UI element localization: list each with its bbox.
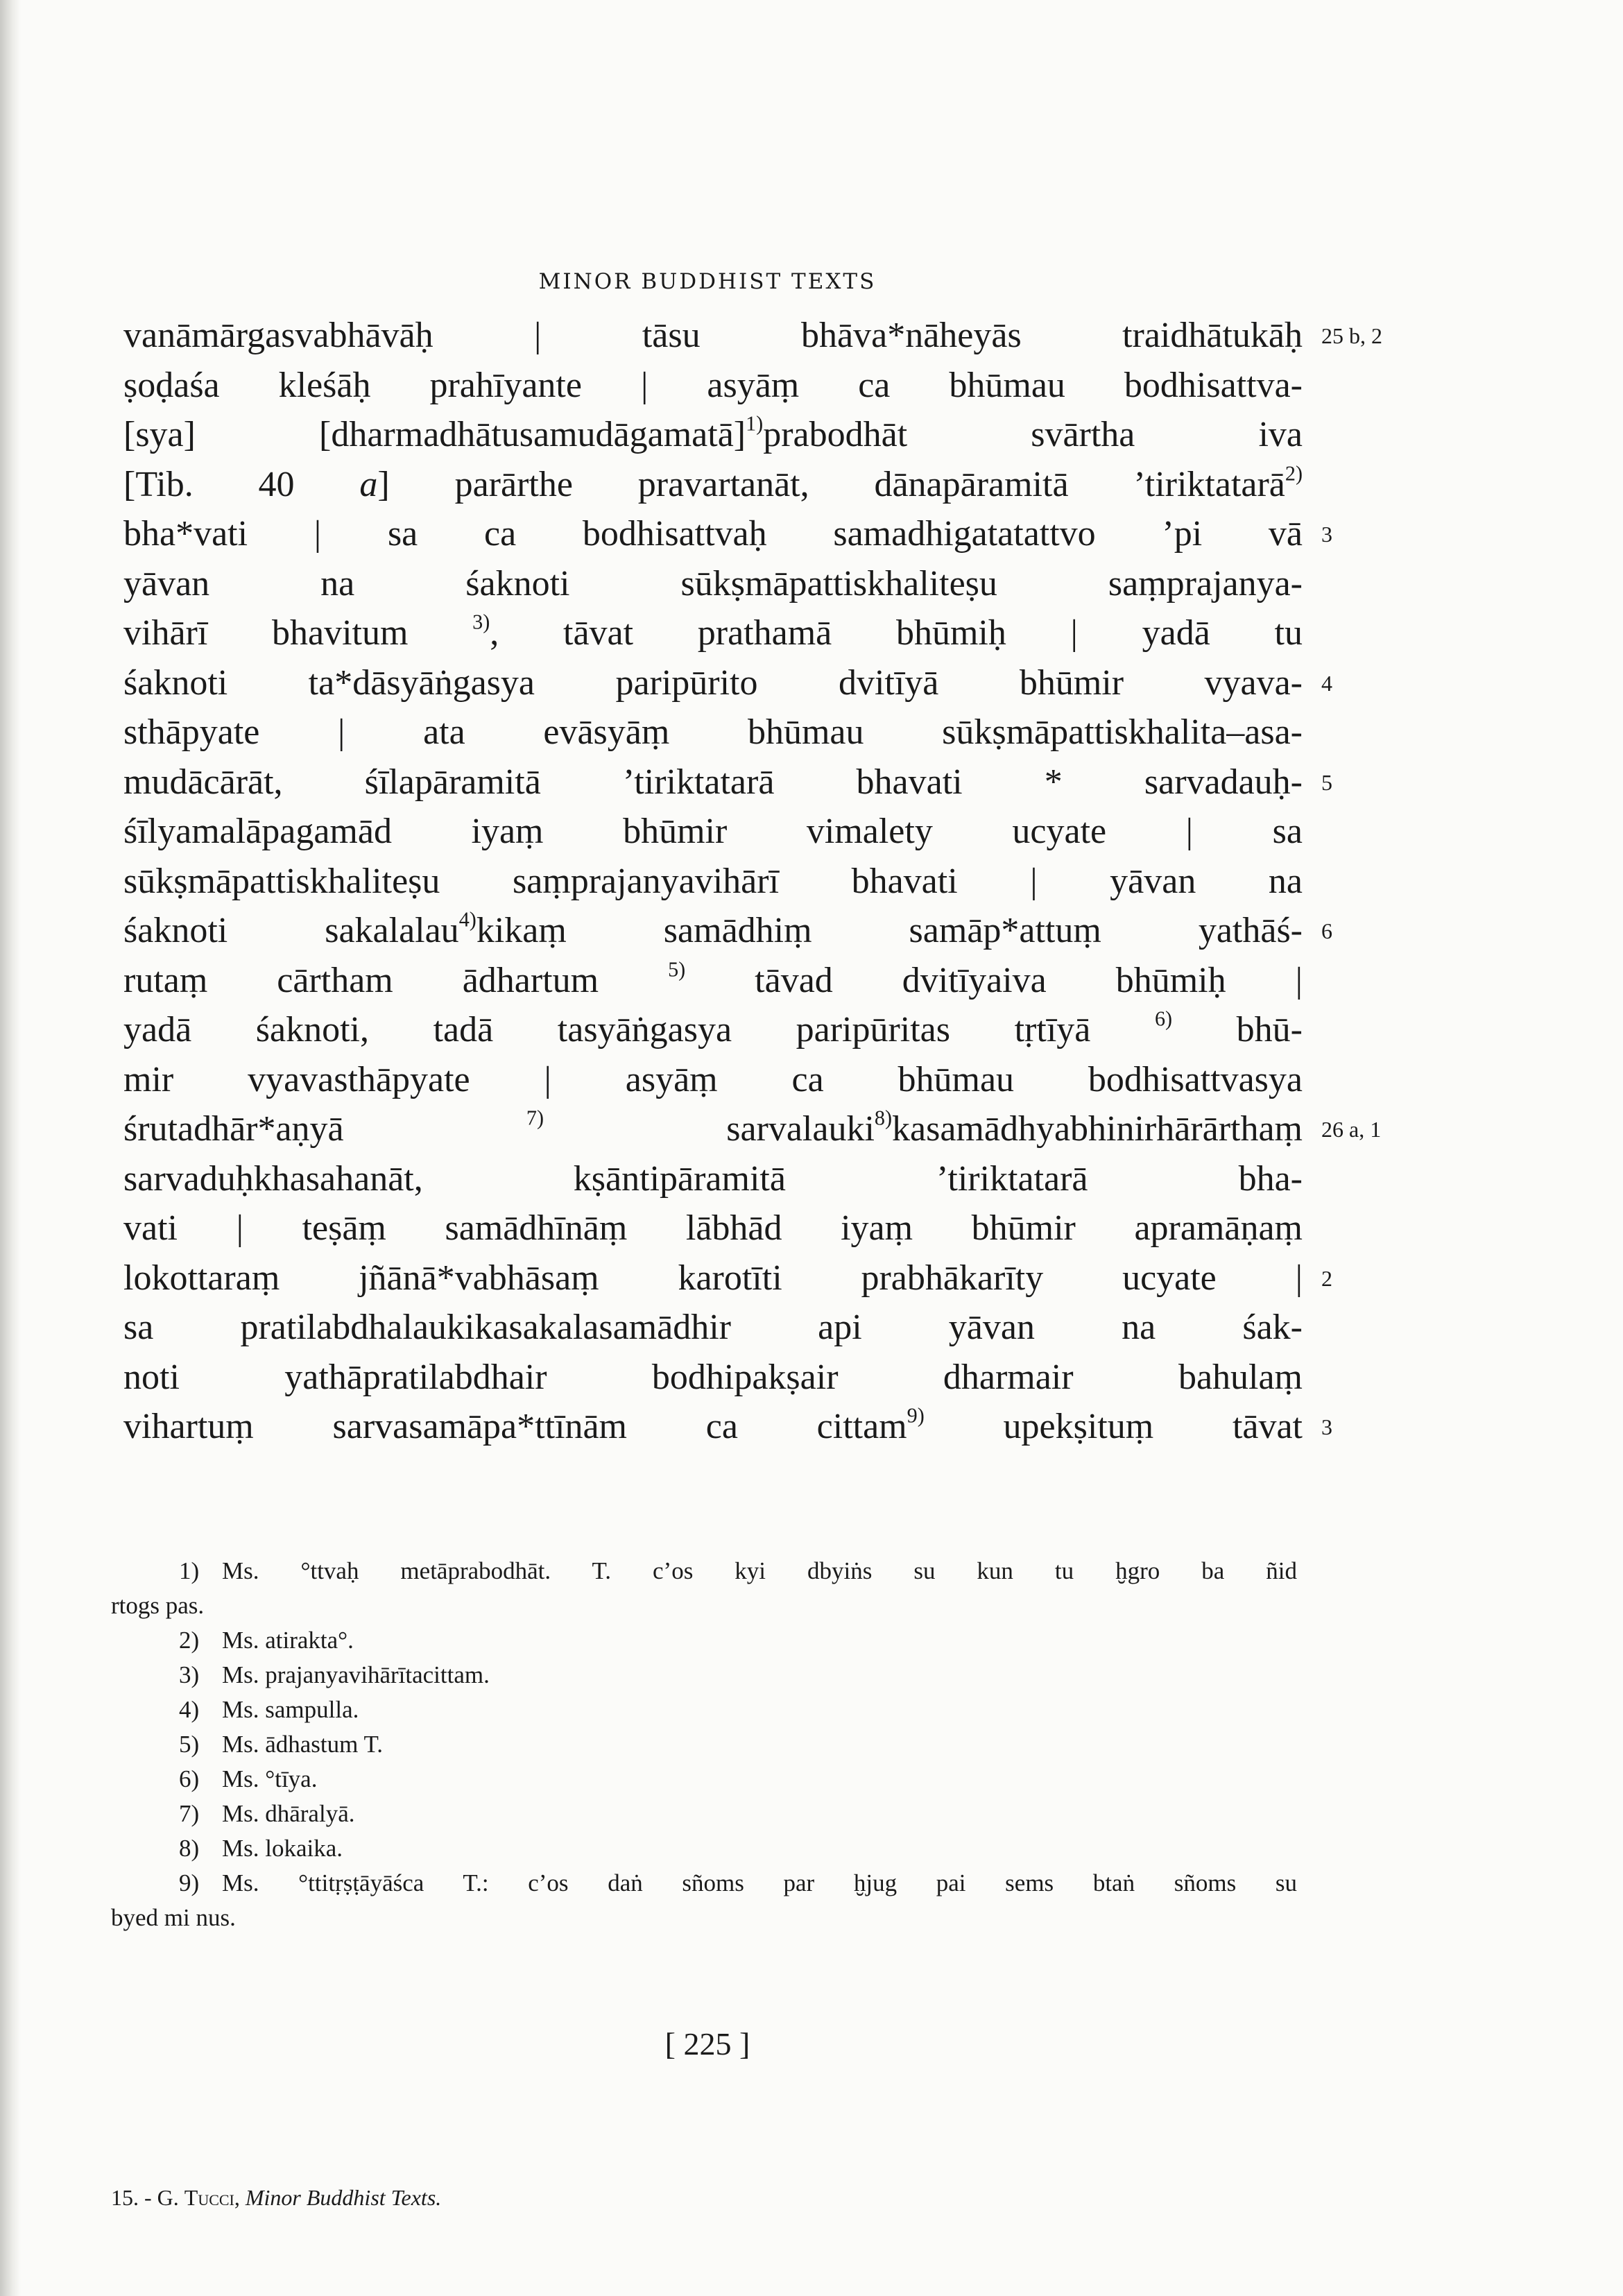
scan-edge-shadow	[0, 0, 21, 2296]
text-line	[123, 807, 1303, 857]
signature-prefix: 15. - G.	[111, 2185, 184, 2210]
footnote-text: byed mi nus.	[111, 1904, 236, 1931]
footnote-text: Ms. °ttitṛṣṭāyāśca T.: c’os daṅ sñoms par ḫjug pai sems btaṅ sñoms su	[222, 1869, 1297, 1896]
text-segment: [Tib. 40	[123, 465, 360, 504]
footnote-number: 1)	[179, 1557, 200, 1584]
text-segment: rutaṃ cārtham ādhartum	[123, 961, 669, 1000]
text-line	[123, 1104, 1303, 1154]
footnote-number: 6)	[179, 1765, 200, 1792]
text-segment: ] parārthe pravartanāt, dānapāramitā ’tiriktatarā	[377, 465, 1285, 504]
signature-line	[111, 2185, 441, 2211]
text-line	[123, 1353, 1303, 1403]
text-segment: śaknoti sakalalau	[123, 911, 459, 950]
text-line	[123, 1303, 1303, 1353]
footnote-text: Ms. dhāralyā.	[222, 1800, 355, 1827]
text-line	[123, 956, 1303, 1006]
footnote-line	[179, 1762, 317, 1797]
text-line	[123, 857, 1303, 907]
footnote-line	[179, 1658, 490, 1693]
text-segment: sūkṣmāpattiskhaliteṣu saṃprajanyavihārī bhavati | yāvan na	[123, 862, 1303, 901]
footnote-text: Ms. prajanyavihārītacittam.	[222, 1661, 490, 1688]
footnote-number: 8)	[179, 1835, 200, 1862]
text-segment: , tāvat prathamā bhūmiḥ | yadā tu	[490, 613, 1303, 653]
text-segment: vanāmārgasvabhāvāḥ | tāsu bhāva*nāheyās traidhātukāḥ	[123, 316, 1303, 355]
text-line	[123, 608, 1303, 658]
footnote-line	[179, 1693, 359, 1727]
text-line	[123, 906, 1303, 956]
text-segment: noti yathāpratilabdhair bodhipakṣair dharmair bahulaṃ	[123, 1357, 1303, 1397]
margin-folio-ref: 3	[1321, 1414, 1332, 1439]
footnote-ref: 7)	[526, 1106, 544, 1130]
text-segment: yāvan na śaknoti sūkṣmāpattiskhaliteṣu saṃprajanya-	[123, 564, 1303, 603]
footnote-ref: 1)	[746, 411, 764, 436]
margin-folio-ref: 2	[1321, 1266, 1332, 1291]
text-line	[123, 559, 1303, 609]
text-segment: sa pratilabdhalaukikasakalasamādhir api yāvan na śak-	[123, 1308, 1303, 1347]
footnote-number: 3)	[179, 1661, 200, 1688]
text-segment: bha*vati | sa ca bodhisattvaḥ samadhigatatattvo ’pi vā	[123, 514, 1303, 554]
text-segment: lokottaraṃ jñānā*vabhāsaṃ karotīti prabhākarīty ucyate |	[123, 1258, 1303, 1298]
footnote-text: Ms. °ttvaḥ metāprabodhāt. T. c’os kyi dbyiṅs su kun tu ḫgro ba ñid	[222, 1557, 1297, 1584]
text-segment: upekṣituṃ tāvat	[924, 1407, 1303, 1446]
text-segment: mudācārāt, śīlapāramitā ’tiriktatarā bhavati * sarvadauḥ-	[123, 762, 1303, 802]
text-line	[123, 460, 1303, 510]
footnote-ref: 8)	[874, 1106, 893, 1130]
footnote-line	[111, 1901, 236, 1935]
text-line	[123, 410, 1303, 460]
text-segment: sarvaduḥkhasahanāt, kṣāntipāramitā ’tiriktatarā bha-	[123, 1159, 1303, 1199]
text-segment: mir vyavasthāpyate | asyāṃ ca bhūmau bodhisattvasya	[123, 1060, 1303, 1099]
footnote-line	[179, 1866, 1297, 1901]
text-line	[123, 311, 1303, 361]
text-segment: vihartuṃ sarvasamāpa*ttīnām ca cittam	[123, 1407, 907, 1446]
text-line	[123, 509, 1303, 559]
text-segment: vihārī bhavitum	[123, 613, 473, 653]
footnote-ref: 3)	[472, 610, 490, 634]
footnote-number: 7)	[179, 1800, 200, 1827]
margin-folio-ref: 4	[1321, 671, 1332, 696]
footnote-ref: 5)	[668, 957, 686, 982]
footnote-number: 5)	[179, 1731, 200, 1758]
margin-folio-ref: 5	[1321, 770, 1332, 795]
signature-book: Minor Buddhist Texts.	[245, 2185, 442, 2210]
text-line	[123, 1253, 1303, 1303]
text-line	[123, 1402, 1303, 1452]
footnote-ref: 4)	[458, 907, 476, 932]
footnote-text: Ms. lokaika.	[222, 1835, 343, 1862]
footnote-line	[111, 1588, 204, 1623]
text-line	[123, 757, 1303, 807]
footnote-line	[179, 1554, 1297, 1588]
text-segment: yadā śaknoti, tadā tasyāṅgasya paripūritas tṛtīyā	[123, 1010, 1155, 1050]
text-segment: prabodhāt svārtha iva	[763, 415, 1303, 454]
text-segment: bhū-	[1172, 1010, 1303, 1050]
signature-sep: ,	[234, 2185, 246, 2210]
text-segment: ṣoḍaśa kleśāḥ prahīyante | asyāṃ ca bhūmau bodhisattva-	[123, 366, 1303, 405]
text-segment: a	[359, 465, 378, 504]
footnote-number: 2)	[179, 1627, 200, 1654]
text-segment: tāvad dvitīyaiva bhūmiḥ |	[685, 961, 1303, 1000]
text-segment: sarvalauki	[543, 1109, 875, 1149]
text-line	[123, 1154, 1303, 1204]
signature-author: Tucci	[184, 2185, 234, 2210]
footnote-line	[179, 1727, 383, 1762]
text-line	[123, 1203, 1303, 1253]
footnote-text: rtogs pas.	[111, 1592, 205, 1619]
text-segment: śaknoti ta*dāsyāṅgasya paripūrito dvitīyā bhūmir vyava-	[123, 663, 1303, 703]
text-segment: kasamādhyabhinirhārārthaṃ	[892, 1109, 1303, 1149]
text-segment: [sya] [dharmadhātusamudāgamatā]	[123, 415, 746, 454]
footnote-line	[179, 1623, 354, 1658]
footnote-line	[179, 1831, 343, 1866]
text-segment: kikaṃ samādhiṃ samāp*attuṃ yathāś-	[476, 911, 1303, 950]
text-line	[123, 708, 1303, 757]
footnote-text: Ms. ādhastum T.	[222, 1731, 384, 1758]
footnote-text: Ms. sampulla.	[222, 1696, 359, 1723]
text-segment: śrutadhār*aṇyā	[123, 1109, 526, 1149]
text-line	[123, 361, 1303, 411]
text-line	[123, 1005, 1303, 1055]
footnote-ref: 2)	[1285, 461, 1303, 486]
footnote-number: 9)	[179, 1869, 200, 1896]
margin-folio-ref: 25 b, 2	[1321, 323, 1382, 348]
text-segment: śīlyamalāpagamād iyaṃ bhūmir vimalety ucyate | sa	[123, 812, 1303, 851]
footnote-text: Ms. °tīya.	[222, 1765, 318, 1792]
text-line	[123, 658, 1303, 708]
text-segment: vati | teṣāṃ samādhīnāṃ lābhād iyaṃ bhūmir apramāṇaṃ	[123, 1208, 1303, 1248]
footnote-ref: 9)	[907, 1403, 925, 1428]
page-number: [ 225 ]	[664, 2026, 750, 2062]
text-line	[123, 1055, 1303, 1105]
footnote-line	[179, 1797, 354, 1831]
footnote-text: Ms. atirakta°.	[222, 1627, 354, 1654]
margin-folio-ref: 26 a, 1	[1321, 1117, 1382, 1142]
margin-folio-ref: 3	[1321, 522, 1332, 547]
text-segment: sthāpyate | ata evāsyāṃ bhūmau sūkṣmāpattiskhalita–asa-	[123, 712, 1303, 752]
footnote-ref: 6)	[1154, 1006, 1173, 1031]
margin-folio-ref: 6	[1321, 918, 1332, 943]
footnote-number: 4)	[179, 1696, 200, 1723]
running-header: MINOR BUDDHIST TEXTS	[538, 269, 877, 294]
